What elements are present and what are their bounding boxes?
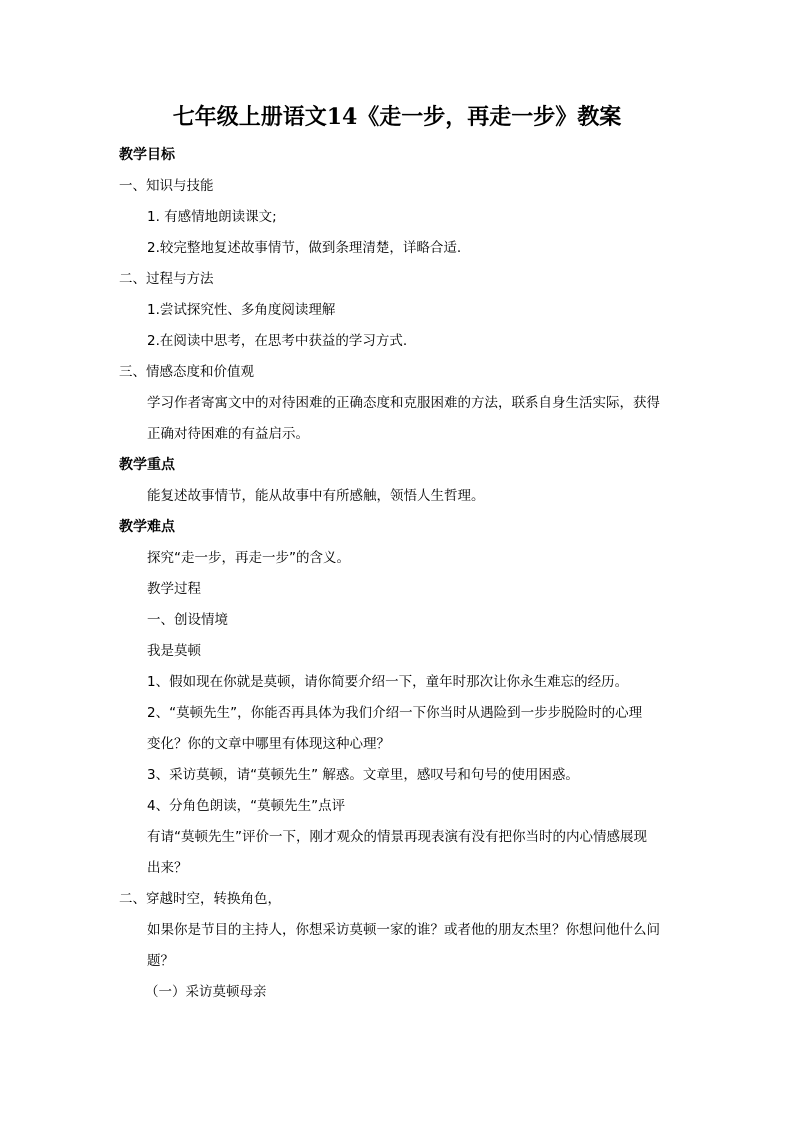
text-line: 3、采访莫顿，请“莫顿先生” 解惑。文章里，感叹号和句号的使用困惑。 — [147, 767, 579, 783]
text-line: 4、分角色朗读，“莫顿先生”点评 — [147, 798, 346, 814]
text-line: 能复述故事情节，能从故事中有所感触，领悟人生哲理。 — [147, 488, 485, 504]
text-line: 如果你是节目的主持人，你想采访莫顿一家的谁？或者他的朋友杰里？你想问他什么问 — [147, 922, 660, 938]
heading-teaching-focus: 教学重点 — [119, 457, 175, 473]
text-line: 2.在阅读中思考，在思考中获益的学习方式. — [147, 333, 408, 349]
text-line: 1. 有感情地朗读课文; — [147, 209, 277, 225]
text-line: 2、“莫顿先生”，你能否再具体为我们介绍一下你当时从遇险到一步步脱险时的心理 — [147, 705, 643, 721]
text-line: 题？ — [147, 953, 174, 969]
document-title: 七年级上册语文14《走一步，再走一步》教案 — [172, 104, 622, 130]
text-line: 正确对待困难的有益启示。 — [147, 426, 309, 442]
heading-teaching-difficulty: 教学难点 — [119, 519, 175, 535]
heading-teaching-process: 教学过程 — [147, 581, 201, 597]
section-create-scenario: 一、创设情境 — [147, 612, 228, 628]
subsection-interview-mother: （一）采访莫顿母亲 — [145, 984, 267, 1000]
section-process-method: 二、过程与方法 — [119, 271, 214, 287]
text-line: 我是莫顿 — [147, 643, 201, 659]
section-time-travel: 二、穿越时空，转换角色， — [119, 891, 281, 907]
text-line: 学习作者寄寓文中的对待困难的正确态度和克服困难的方法，联系自身生活实际，获得 — [147, 395, 660, 411]
heading-teaching-goals: 教学目标 — [119, 147, 175, 163]
text-line: 出来？ — [147, 860, 188, 876]
text-line: 1、假如现在你就是莫顿，请你简要介绍一下，童年时那次让你永生难忘的经历。 — [147, 674, 629, 690]
text-line: 变化？你的文章中哪里有体现这种心理？ — [147, 736, 390, 752]
section-knowledge-skills: 一、知识与技能 — [119, 178, 214, 194]
section-emotion-values: 三、情感态度和价值观 — [119, 364, 254, 380]
text-line: 2.较完整地复述故事情节，做到条理清楚，详略合适. — [147, 240, 462, 256]
text-line: 1.尝试探究性、多角度阅读理解 — [147, 302, 336, 318]
text-line: 有请“莫顿先生”评价一下，刚才观众的情景再现表演有没有把你当时的内心情感展现 — [147, 829, 647, 845]
text-line: 探究“走一步，再走一步”的含义。 — [147, 550, 350, 566]
